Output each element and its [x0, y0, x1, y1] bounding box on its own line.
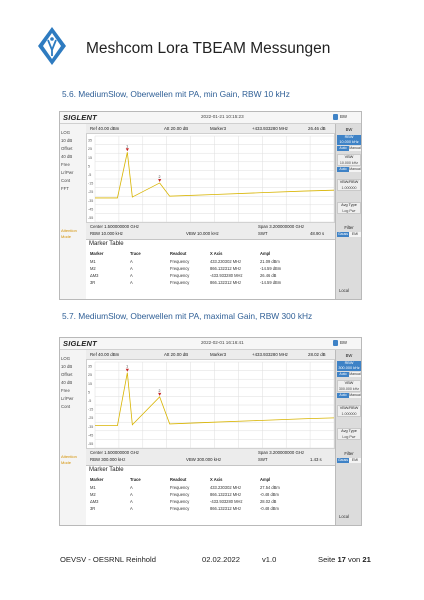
cell-readout: Frequency — [170, 259, 190, 264]
cell-ampl: -0.48 dBm — [260, 506, 279, 511]
menu-title: BW — [340, 114, 348, 119]
auto-option[interactable]: Auto — [337, 167, 349, 172]
sweep-mode: Cont — [61, 404, 71, 409]
col-readout: Readout — [170, 477, 187, 482]
document-title: Meshcom Lora TBEAM Messungen — [86, 40, 331, 57]
cell-readout: Frequency — [170, 485, 190, 490]
cell-readout: Frequency — [170, 273, 190, 278]
attention-note: Attention — [61, 454, 77, 459]
cell-marker: ΔM3 — [90, 273, 99, 278]
spectrum-plot[interactable] — [86, 133, 335, 223]
brand-logo: SIGLENT — [63, 339, 97, 348]
y-tick-label: -45 — [88, 433, 94, 438]
vbw-softkey-value: 10.000 kHz — [339, 161, 359, 165]
cell-marker: M2 — [90, 266, 96, 271]
vbw-setting: VBW 300.000 kHz — [186, 457, 222, 462]
vbw-softkey[interactable] — [337, 380, 361, 392]
marker-label: Marker3 — [210, 352, 227, 357]
swt-value: 48.90 s — [310, 231, 325, 236]
auto-option[interactable]: Auto — [337, 146, 349, 151]
y-tick-label: -55 — [88, 216, 94, 220]
vbw-rbw-softkey[interactable] — [337, 179, 361, 191]
cell-trace: A — [130, 499, 133, 504]
rbw-setting: RBW 10.000 kHz — [90, 231, 123, 236]
softkey-panel — [335, 350, 362, 525]
filter-label: Filter — [344, 451, 354, 456]
rbw-softkey-label: RBW — [344, 361, 354, 365]
measurement-footer — [86, 223, 335, 239]
cell-xaxis: 866.132312 MHz — [210, 506, 242, 511]
vbw-softkey-label: VBW — [344, 155, 354, 159]
marker-label-2: 2 — [158, 174, 161, 179]
marker-table — [86, 239, 335, 300]
page-prefix: Seite — [318, 555, 336, 564]
filter-gauss-option[interactable]: Gauss — [337, 232, 349, 236]
trigger-mode: Free — [61, 162, 70, 167]
y-tick-label: -5 — [88, 173, 92, 177]
cell-trace: A — [130, 485, 133, 490]
analyzer-datetime: 2022-02-01 16:16:41 — [201, 340, 244, 345]
measurement-footer — [86, 449, 335, 465]
vbw-auto-manual-toggle[interactable] — [337, 393, 361, 398]
marker-frequency: +433.933280 MHz — [252, 126, 289, 131]
cell-xaxis: 866.132312 MHz — [210, 280, 242, 285]
manual-option[interactable]: Manual — [349, 393, 361, 397]
marker-table-title: Marker Table — [89, 241, 124, 247]
ref-level: Ref 40.00 dBm — [90, 126, 120, 131]
cell-ampl: 28.02 dB — [260, 499, 277, 504]
cell-readout: Frequency — [170, 499, 190, 504]
rbw-setting: RBW 300.000 kHz — [90, 457, 126, 462]
attenuation: Att 20.00 dB — [164, 126, 189, 131]
attention-mode: Mode — [61, 234, 72, 239]
filter-emi-option[interactable]: EMI — [349, 232, 361, 237]
marker-1 — [126, 148, 129, 151]
manual-option[interactable]: Manual — [349, 372, 361, 376]
spectrum-chart — [87, 134, 336, 224]
avg-type-label: Avg Type — [341, 203, 357, 207]
rbw-auto-manual-toggle[interactable] — [337, 146, 361, 151]
vbw-rbw-label: VBW/RBW — [339, 406, 359, 410]
cell-ampl: 26.46 dB — [260, 273, 277, 278]
rbw-softkey-label: RBW — [344, 135, 354, 139]
col-ampl: Ampl — [260, 251, 271, 256]
cell-trace: A — [130, 266, 133, 271]
status-icon — [333, 114, 338, 120]
local-indicator: Local — [339, 514, 350, 519]
vbw-rbw-value: 1.000000 — [341, 186, 357, 190]
cell-xaxis: 866.132312 MHz — [210, 492, 242, 497]
y-tick-label: 25 — [88, 373, 92, 378]
cell-trace: A — [130, 492, 133, 497]
spectrum-analyzer-screenshot — [59, 337, 362, 526]
span-setting: Span 3.200000000 GHz — [258, 450, 305, 455]
marker-1 — [126, 369, 129, 372]
y-tick-label: 25 — [88, 147, 92, 152]
spectrum-plot[interactable] — [86, 359, 335, 449]
softkey-menu-title: BW — [345, 353, 353, 358]
col-xaxis: X Axis — [210, 251, 223, 256]
scale-type: LOG — [61, 130, 71, 135]
y-tick-label: -35 — [88, 424, 94, 429]
brand-logo: SIGLENT — [63, 113, 97, 122]
sweep-mode: Cont — [61, 178, 71, 183]
col-readout: Readout — [170, 251, 187, 256]
col-marker: Marker — [90, 477, 104, 482]
local-indicator: Local — [339, 288, 350, 293]
cell-xaxis: -433.933280 MHz — [210, 499, 243, 504]
avg-type-value: Log Pwr — [342, 209, 356, 213]
filter-toggle[interactable] — [337, 232, 361, 237]
offset-label: Offset — [61, 372, 73, 377]
rbw-softkey[interactable] — [337, 361, 361, 371]
filter-emi-option[interactable]: EMI — [349, 458, 361, 463]
cell-ampl: -14.59 dBm — [260, 280, 282, 285]
cell-marker: M2 — [90, 492, 96, 497]
attention-note: Attention — [61, 228, 77, 233]
y-tick-label: 35 — [88, 138, 92, 143]
cell-marker: 3R — [90, 506, 96, 511]
marker-2 — [158, 179, 161, 182]
status-icon — [333, 340, 338, 346]
y-tick-label: -15 — [88, 181, 94, 186]
center-frequency: Center 1.500000000 GHz — [90, 450, 139, 455]
vbw-setting: VBW 10.000 kHz — [186, 231, 219, 236]
rbw-softkey[interactable] — [337, 135, 361, 145]
attenuation: Att 20.00 dB — [164, 352, 189, 357]
auto-option[interactable]: Auto — [337, 393, 349, 398]
detector: Lr/Pwr — [61, 170, 74, 175]
footer-date: 02.02.2022 — [202, 555, 241, 564]
oevsv-logo — [36, 26, 68, 66]
offset-value: 40 dB — [61, 380, 73, 385]
vbw-rbw-softkey[interactable] — [337, 405, 361, 417]
measurement-header — [86, 124, 335, 133]
marker-label-1: 1 — [126, 364, 129, 369]
avg-type-softkey[interactable] — [337, 202, 361, 214]
marker-label-2: 2 — [158, 388, 161, 393]
scale-div: 10 dB — [61, 364, 73, 369]
y-tick-label: -5 — [88, 399, 92, 403]
vbw-softkey[interactable] — [337, 154, 361, 166]
marker-table-title: Marker Table — [89, 467, 124, 473]
y-tick-label: 15 — [88, 381, 92, 386]
col-ampl: Ampl — [260, 477, 271, 482]
y-tick-label: -15 — [88, 407, 94, 412]
analyzer-title-bar — [60, 338, 361, 350]
cell-marker: 3R — [90, 280, 96, 285]
marker-label-1: 1 — [126, 144, 129, 149]
cell-readout: Frequency — [170, 506, 190, 511]
sweep-type: FFT — [61, 186, 69, 191]
vbw-auto-manual-toggle[interactable] — [337, 167, 361, 172]
filter-label: Filter — [344, 225, 354, 230]
cell-trace: A — [130, 506, 133, 511]
cell-ampl: 27.54 dBm — [260, 485, 280, 490]
vbw-softkey-value: 300.000 kHz — [338, 387, 360, 391]
marker-level: 26.46 dB — [308, 126, 326, 131]
avg-type-value: Log Pwr — [342, 435, 356, 439]
cell-readout: Frequency — [170, 266, 190, 271]
analyzer-datetime: 2022-01-21 10:15:23 — [201, 114, 244, 119]
y-tick-label: -25 — [88, 416, 94, 421]
cell-ampl: -0.48 dBm — [260, 492, 279, 497]
marker-table — [86, 465, 335, 526]
trigger-mode: Free — [61, 388, 70, 393]
footer-version: v1.0 — [262, 555, 277, 564]
page-total: 21 — [362, 555, 371, 564]
cell-trace: A — [130, 273, 133, 278]
filter-gauss-option[interactable]: Gauss — [337, 458, 349, 462]
col-marker: Marker — [90, 251, 104, 256]
vbw-rbw-label: VBW/RBW — [339, 180, 359, 184]
analyzer-title-bar — [60, 112, 361, 124]
section-heading: 5.6. MediumSlow, Oberwellen mit PA, min Gain, RBW 10 kHz — [62, 89, 290, 99]
cell-readout: Frequency — [170, 492, 190, 497]
col-trace: Trace — [130, 251, 141, 256]
cell-marker: ΔM3 — [90, 499, 99, 504]
ref-level: Ref 40.00 dBm — [90, 352, 120, 357]
spectrum-chart — [87, 360, 336, 450]
marker-level: 28.02 dB — [308, 352, 326, 357]
spectrum-analyzer-screenshot — [59, 111, 362, 300]
y-tick-label: -55 — [88, 442, 94, 446]
swt-label: SWT — [258, 231, 268, 236]
col-xaxis: X Axis — [210, 477, 223, 482]
manual-option[interactable]: Manual — [349, 146, 361, 150]
detector: Lr/Pwr — [61, 396, 74, 401]
y-tick-label: 35 — [88, 364, 92, 369]
cell-xaxis: 433.230302 MHz — [210, 485, 242, 490]
scale-div: 10 dB — [61, 138, 73, 143]
y-tick-label: 5 — [88, 390, 90, 395]
page-current: 17 — [337, 555, 346, 564]
attention-mode: Mode — [61, 460, 72, 465]
swt-value: 1.43 s — [310, 457, 322, 462]
cell-xaxis: 866.132312 MHz — [210, 266, 242, 271]
footer-page-number — [318, 555, 371, 564]
offset-value: 40 dB — [61, 154, 73, 159]
rbw-auto-manual-toggle[interactable] — [337, 372, 361, 377]
menu-title: BW — [340, 340, 348, 345]
cell-xaxis: 433.230302 MHz — [210, 259, 242, 264]
cell-marker: M1 — [90, 259, 96, 264]
softkey-panel — [335, 124, 362, 299]
avg-type-softkey[interactable] — [337, 428, 361, 440]
swt-label: SWT — [258, 457, 268, 462]
span-setting: Span 3.200000000 GHz — [258, 224, 305, 229]
y-tick-label: -35 — [88, 198, 94, 203]
left-info-panel — [60, 124, 87, 299]
auto-option[interactable]: Auto — [337, 372, 349, 377]
softkey-menu-title: BW — [345, 127, 353, 132]
section-heading: 5.7. MediumSlow, Oberwellen mit PA, maximal Gain, RBW 300 kHz — [62, 311, 313, 321]
footer-author: OEVSV - OESRNL Reinhold — [60, 555, 156, 564]
y-tick-label: -25 — [88, 190, 94, 195]
filter-toggle[interactable] — [337, 458, 361, 463]
rbw-softkey-value: 300.000 kHz — [338, 366, 360, 370]
page-separator: von — [348, 555, 361, 564]
y-tick-label: 15 — [88, 155, 92, 160]
vbw-softkey-label: VBW — [344, 381, 354, 385]
avg-type-label: Avg Type — [341, 429, 357, 433]
manual-option[interactable]: Manual — [349, 167, 361, 171]
vbw-rbw-value: 1.000000 — [341, 412, 357, 416]
center-frequency: Center 1.500000000 GHz — [90, 224, 139, 229]
col-trace: Trace — [130, 477, 141, 482]
marker-frequency: +433.933280 MHz — [252, 352, 289, 357]
offset-label: Offset — [61, 146, 73, 151]
marker-label: Marker3 — [210, 126, 227, 131]
measurement-header — [86, 350, 335, 359]
cell-xaxis: -433.933280 MHz — [210, 273, 243, 278]
rbw-softkey-value: 10.000 kHz — [339, 140, 359, 144]
marker-2 — [158, 393, 161, 396]
scale-type: LOG — [61, 356, 71, 361]
cell-trace: A — [130, 259, 133, 264]
y-tick-label: 5 — [88, 164, 90, 169]
cell-readout: Frequency — [170, 280, 190, 285]
y-tick-label: -45 — [88, 207, 94, 212]
cell-ampl: 21.09 dBm — [260, 259, 280, 264]
cell-ampl: -14.59 dBm — [260, 266, 282, 271]
left-info-panel — [60, 350, 87, 525]
cell-marker: M1 — [90, 485, 96, 490]
cell-trace: A — [130, 280, 133, 285]
